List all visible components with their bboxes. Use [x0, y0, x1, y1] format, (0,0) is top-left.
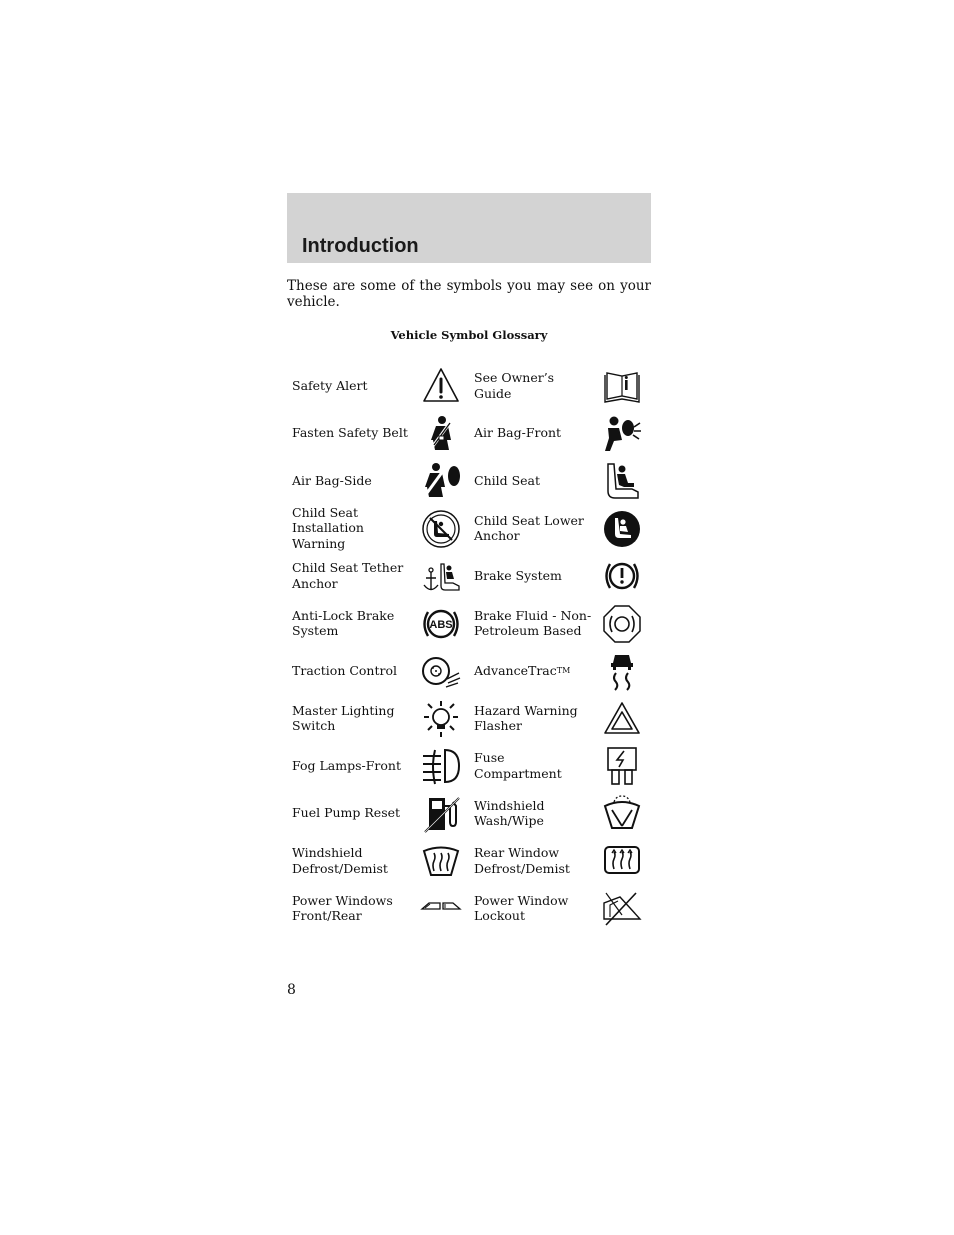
- tether-anchor-icon: [420, 556, 462, 596]
- symbol-label: Child Seat: [474, 472, 541, 488]
- symbol-label: Windshield Wash/Wipe: [474, 797, 545, 829]
- child-seat-anchor-icon: [601, 509, 643, 549]
- airbag-side-icon: [420, 461, 462, 501]
- glossary-row: [287, 457, 651, 505]
- seat-belt-icon: [420, 414, 462, 454]
- fuel-pump-reset-icon: [420, 794, 462, 834]
- page-number: 8: [287, 982, 296, 998]
- wash-wipe-icon: [601, 794, 643, 834]
- trademark-mark: TM: [556, 665, 571, 675]
- symbol-label: Hazard Warning Flasher: [474, 702, 578, 734]
- lighting-switch-icon: [420, 699, 462, 739]
- rear-defrost-icon: [601, 841, 643, 881]
- symbol-label: Brake Fluid - Non-Petroleum Based: [474, 607, 592, 639]
- symbol-label: Child Seat Installation Warning: [292, 504, 364, 552]
- symbol-label: Fasten Safety Belt: [292, 425, 408, 441]
- hazard-icon: [601, 699, 643, 739]
- symbol-label: Anti-Lock Brake System: [292, 607, 395, 639]
- symbol-label: Child Seat Lower Anchor: [474, 512, 584, 544]
- glossary-row: [287, 885, 651, 933]
- symbol-label: Fog Lamps-Front: [292, 757, 401, 773]
- symbol-label: Safety Alert: [292, 377, 368, 393]
- section-title: Introduction: [302, 235, 419, 257]
- glossary-row: [287, 837, 651, 885]
- glossary-row: [287, 790, 651, 838]
- symbol-label: AdvanceTrac TM: [474, 662, 571, 678]
- fog-lamp-icon: [420, 746, 462, 786]
- glossary-row: [287, 647, 651, 695]
- glossary-row: [287, 552, 651, 600]
- symbol-label: Brake System: [474, 567, 562, 583]
- airbag-front-icon: [601, 414, 643, 454]
- symbol-label: See Owner’s Guide: [474, 370, 555, 401]
- symbol-label: Child Seat Tether Anchor: [292, 560, 404, 591]
- glossary-row: [287, 600, 651, 648]
- windshield-defrost-icon: [420, 841, 462, 881]
- brake-system-icon: [601, 556, 643, 596]
- window-lockout-icon: [601, 889, 643, 929]
- symbol-label: Air Bag-Side: [292, 472, 372, 488]
- symbol-label: Traction Control: [292, 662, 397, 678]
- symbol-label: Power Window Lockout: [474, 892, 569, 924]
- symbol-glossary-grid: [287, 362, 651, 932]
- glossary-row: [287, 695, 651, 743]
- symbol-label: Air Bag-Front: [474, 425, 562, 441]
- traction-control-icon: [420, 651, 462, 691]
- child-seat-warning-icon: [420, 509, 462, 549]
- child-seat-icon: [601, 461, 643, 501]
- glossary-row: [287, 505, 651, 553]
- brake-fluid-icon: [601, 604, 643, 644]
- intro-paragraph: These are some of the symbols you may see on your vehicle.: [287, 278, 651, 310]
- symbol-label: Windshield Defrost/Demist: [292, 845, 388, 876]
- advancetrac-icon: [601, 651, 643, 691]
- symbol-label: Rear Window Defrost/Demist: [474, 845, 570, 876]
- fuse-icon: [601, 746, 643, 786]
- power-windows-icon: [420, 889, 462, 929]
- owners-guide-icon: [601, 366, 643, 406]
- safety-alert-icon: [420, 366, 462, 406]
- glossary-row: [287, 410, 651, 458]
- svg-text:ABS: ABS: [429, 618, 453, 631]
- symbol-label: Master Lighting Switch: [292, 702, 395, 734]
- symbol-label: Fuse Compartment: [474, 750, 562, 781]
- symbol-label: Fuel Pump Reset: [292, 805, 401, 821]
- glossary-title: Vehicle Symbol Glossary: [390, 328, 548, 342]
- abs-icon: [420, 604, 462, 644]
- glossary-row: [287, 362, 651, 410]
- symbol-label: Power Windows Front/Rear: [292, 892, 393, 924]
- glossary-row: [287, 742, 651, 790]
